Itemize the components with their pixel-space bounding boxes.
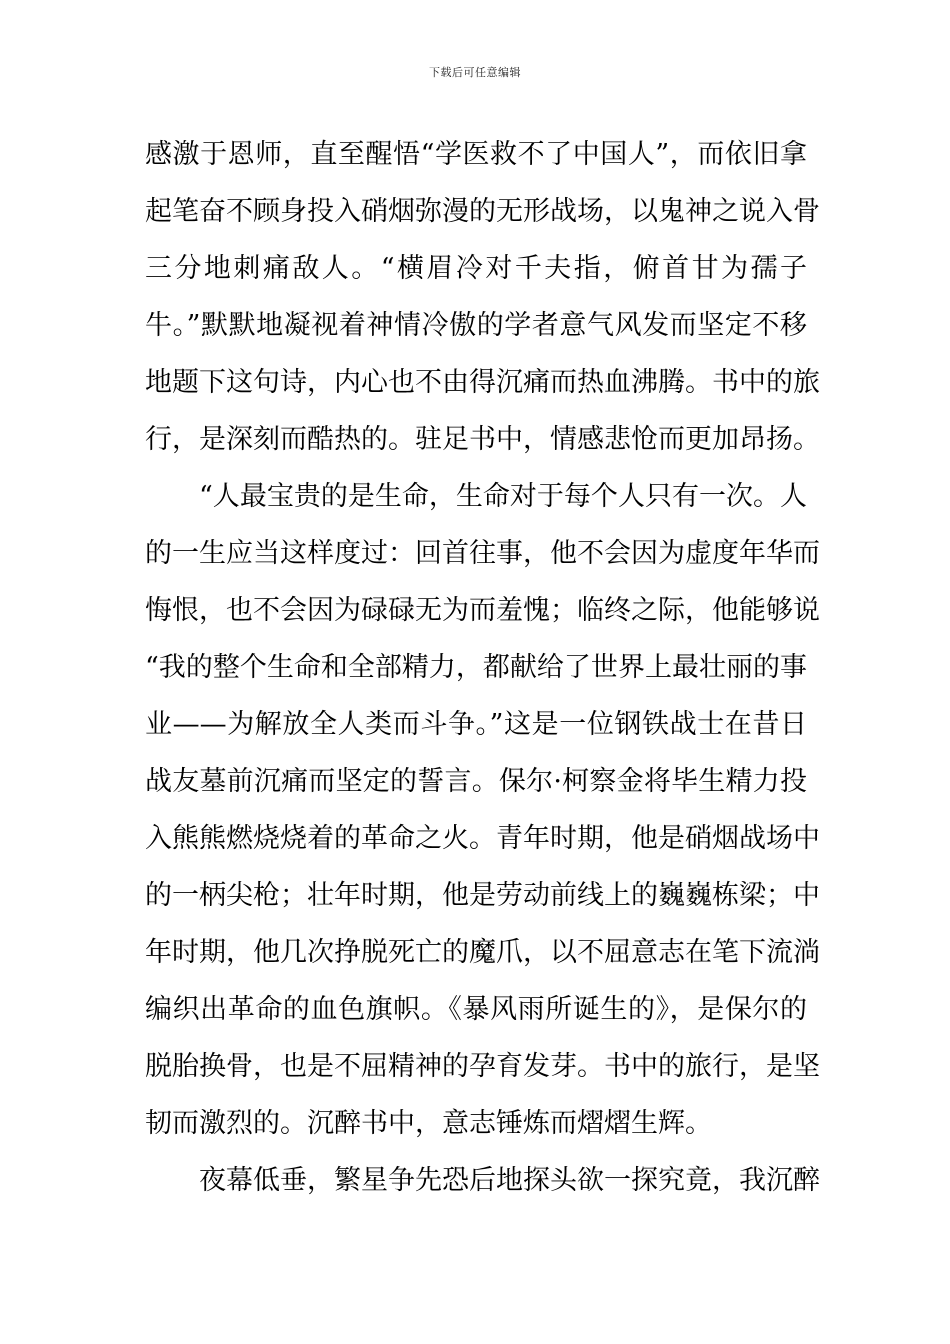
page-header: 下载后可任意编辑 — [429, 66, 521, 79]
paragraph-line: 的一柄尖枪；壮年时期，他是劳动前线上的巍巍栋梁；中 — [145, 880, 820, 911]
document-body — [145, 126, 820, 1209]
paragraph-line: 地题下这句诗，内心也不由得沉痛而热血沸腾。书中的旅 — [145, 367, 820, 398]
paragraph-line: 夜幕低垂，繁星争先恐后地探头欲一探究竟，我沉醉 — [199, 1165, 820, 1196]
paragraph-line: 入熊熊燃烧烧着的革命之火。青年时期，他是硝烟战场中 — [145, 823, 820, 854]
paragraph-line: “人最宝贵的是生命，生命对于每个人只有一次。人 — [199, 481, 807, 512]
paragraph-line: 年时期，他几次挣脱死亡的魔爪，以不屈意志在笔下流淌 — [145, 937, 820, 968]
paragraph-line: 编织出革命的血色旗帜。《暴风雨所诞生的》，是保尔的 — [145, 994, 807, 1025]
paragraph-line: 脱胎换骨，也是不屈精神的孕育发芽。书中的旅行，是坚 — [145, 1051, 820, 1082]
paragraph-line: 牛。”默默地凝视着神情冷傲的学者意气风发而坚定不移 — [145, 310, 807, 341]
paragraph-line: 业——为解放全人类而斗争。”这是一位钢铁战士在昔日 — [145, 709, 807, 740]
paragraph-line: 三分地刺痛敌人。“横眉冷对千夫指，俯首甘为孺子 — [145, 253, 807, 284]
paragraph-line: “我的整个生命和全部精力，都献给了世界上最壮丽的事 — [145, 652, 807, 683]
paragraph-line: 感激于恩师，直至醒悟“学医救不了中国人”，而依旧拿 — [145, 139, 807, 170]
paragraph-line: 悔恨，也不会因为碌碌无为而羞愧；临终之际，他能够说 — [145, 595, 820, 626]
paragraph-line: 的一生应当这样度过：回首往事，他不会因为虚度年华而 — [145, 538, 820, 569]
paragraph-line: 行，是深刻而酷热的。驻足书中，情感悲怆而更加昂扬。 — [145, 424, 820, 455]
paragraph-line: 战友墓前沉痛而坚定的誓言。保尔·柯察金将毕生精力投 — [145, 766, 807, 797]
paragraph-line: 起笔奋不顾身投入硝烟弥漫的无形战场，以鬼神之说入骨 — [145, 196, 820, 227]
paragraph-line: 韧而激烈的。沉醉书中，意志锤炼而熠熠生辉。 — [145, 1108, 712, 1139]
